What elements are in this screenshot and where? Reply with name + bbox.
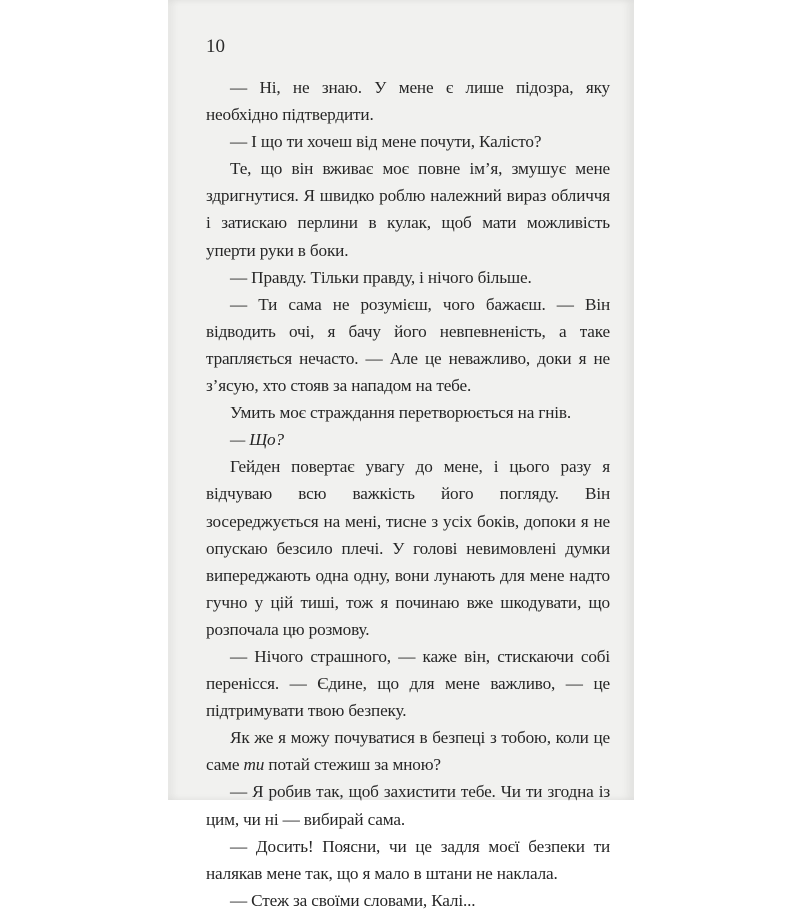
paragraph: — Стеж за своїми словами, Калі... — [230, 890, 476, 910]
paragraph: Гейден повертає увагу до мене, і цього разу я відчуваю всю важкість його погляду. Він зосереджується на мені, тисне з усіх боків, допоки я не опускаю безсило плечі. У голові невимовлені думки випереджають одна одну, вони лунають для мене надто гучно у цій тиші, тож я починаю вже шкодувати, що розпочала цю розмову. — [206, 457, 610, 639]
paragraph: Умить моє страждання перетворюється на гнів. — [230, 403, 572, 423]
paragraph: — Ні, не знаю. У мене є лише підозра, яку необхідно підтвердити. — [206, 78, 610, 125]
paragraph: Те, що він вживає моє повне ім’я, змушує мене здригнутися. Я швидко роблю належний вираз обличчя і затискаю перлини в кулак, щоб мати можливість уперти руки в боки. — [206, 159, 610, 260]
paragraph-italic: — Що? — [230, 430, 284, 450]
paragraph: — Нічого страшного, — каже він, стискаючи собі перенісся. — Єдине, що для мене важливо, — це підтримувати твою безпеку. — [206, 646, 610, 721]
paragraph: Як же я можу почуватися в безпеці з тобою, коли це саме ти потай стежиш за мною? — [206, 728, 610, 775]
paragraph: — Досить! Поясни, чи це задля моєї безпеки ти налякав мене так, що я мало в штани не наклала. — [206, 836, 610, 883]
page-body — [206, 74, 610, 914]
paragraph: — Правду. Тільки правду, і нічого більше. — [230, 267, 532, 287]
paragraph: — Я робив так, щоб захистити тебе. Чи ти згодна із цим, чи ні — вибирай сама. — [206, 782, 610, 829]
paragraph: — Ти сама не розумієш, чого бажаєш. — Він відводить очі, я бачу його невпевненість, а таке трапляється нечасто. — Але це неважливо, доки я не з’ясую, хто стояв за нападом на тебе. — [206, 294, 610, 396]
emphasis: ти — [243, 755, 265, 775]
page-number: 10 — [206, 36, 225, 57]
paragraph: — І що ти хочеш від мене почути, Калісто? — [230, 132, 542, 152]
